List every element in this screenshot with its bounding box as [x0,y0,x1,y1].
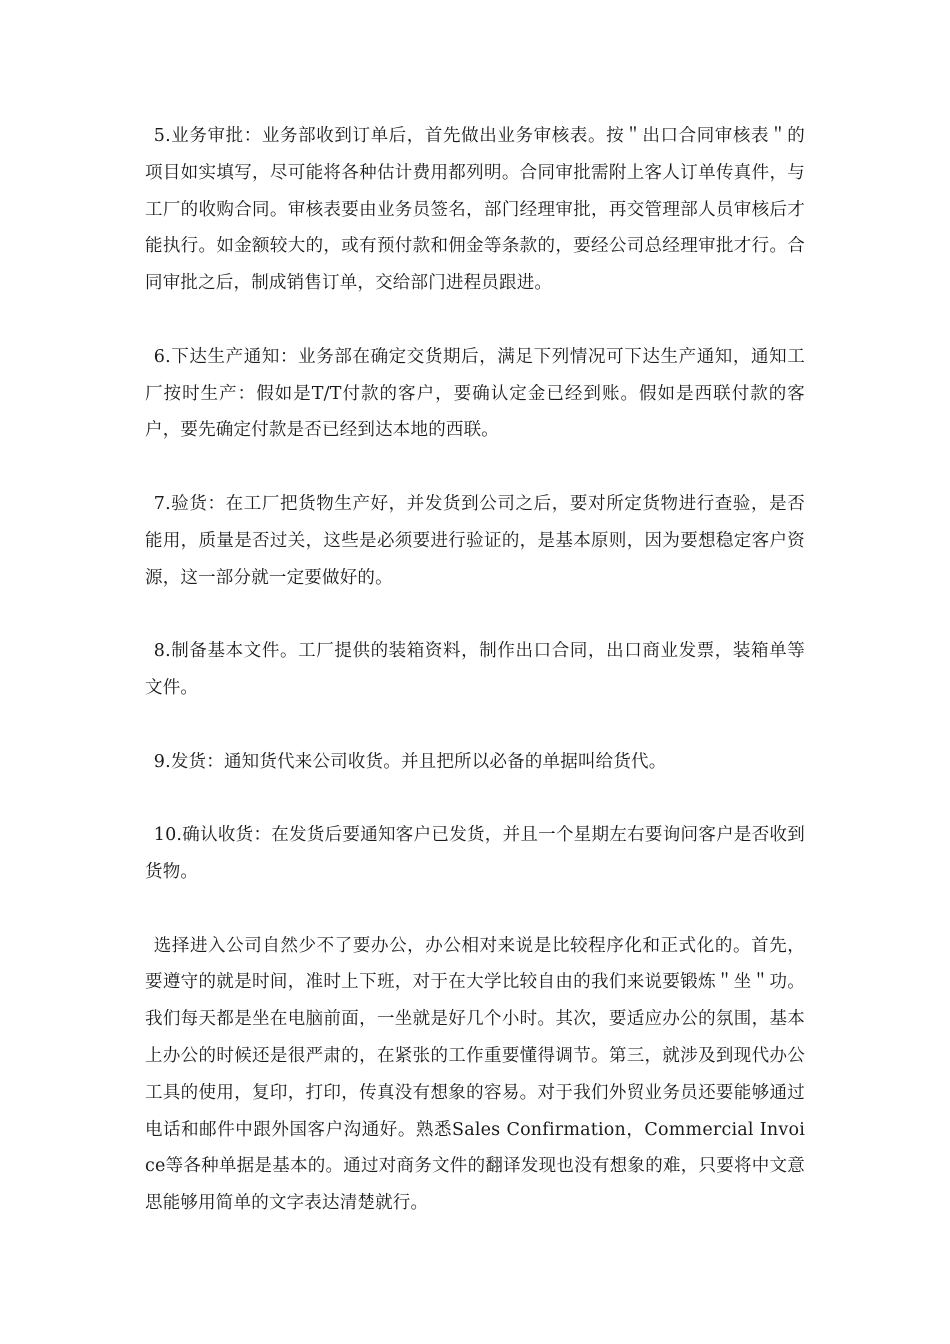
document-body [145,118,805,1222]
paragraph-office-work: 选择进入公司自然少不了要办公，办公相对来说是比较程序化和正式化的。首先，要遵守的就是时间，准时上下班，对于在大学比较自由的我们来说要锻炼＂坐＂功。我们每天都是坐在电脑前面，一坐就是好几个小时。其次，要适应办公的氛围，基本上办公的时候还是很严肃的，在紧张的工作重要懂得调节。第三，就涉及到现代办公工具的使用，复印，打印，传真没有想象的容易。对于我们外贸业务员还要能够通过电话和邮件中跟外国客户沟通好。熟悉Sales Confirmation，Commercial Invoice等各种单据是基本的。通过对商务文件的翻译发现也没有想象的难，只要将中文意思能够用简单的文字表达清楚就行。 [145,935,805,1214]
paragraph-production-notice: 6.下达生产通知：业务部在确定交货期后，满足下列情况可下达生产通知，通知工厂按时生产：假如是T/T付款的客户，要确认定金已经到账。假如是西联付款的客户，要先确定付款是否已经到达本地的西联。 [145,346,805,441]
paragraph-documents: 8.制备基本文件。工厂提供的装箱资料，制作出口合同，出口商业发票，装箱单等文件。 [145,641,805,698]
paragraph-business-approval: 5.业务审批：业务部收到订单后，首先做出业务审核表。按＂出口合同审核表＂的项目如实填写，尽可能将各种估计费用都列明。合同审批需附上客人订单传真件，与工厂的收购合同。审核表要由业务员签名，部门经理审批，再交管理部人员审核后才能执行。如金额较大的，或有预付款和佣金等条款的，要经公司总经理审批才行。合同审批之后，制成销售订单，交给部门进程员跟进。 [145,126,805,294]
paragraph-shipping: 9.发货：通知货代来公司收货。并且把所以必备的单据叫给货代。 [153,751,667,772]
paragraph-confirm-receipt: 10.确认收货：在发货后要通知客户已发货，并且一个星期左右要询问客户是否收到货物。 [145,825,805,882]
paragraph-inspection: 7.验货：在工厂把货物生产好，并发货到公司之后，要对所定货物进行查验，是否能用，质量是否过关，这些是必须要进行验证的，是基本原则，因为要想稳定客户资源，这一部分就一定要做好的。 [145,493,805,588]
